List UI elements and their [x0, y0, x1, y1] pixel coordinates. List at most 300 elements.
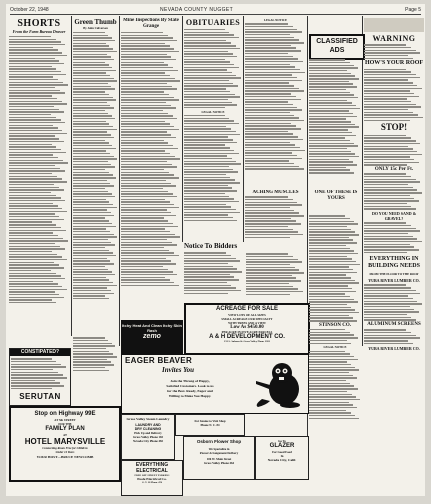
body-text-block — [364, 222, 424, 253]
text-line — [9, 71, 61, 72]
text-line — [245, 99, 301, 100]
text-line — [184, 104, 237, 105]
text-line — [184, 53, 233, 54]
text-line — [309, 361, 347, 362]
text-line — [9, 208, 62, 209]
text-line — [121, 169, 164, 170]
text-line — [9, 192, 51, 193]
text-line — [73, 266, 105, 267]
text-line — [309, 288, 352, 289]
text-line — [9, 273, 56, 274]
text-line — [364, 52, 420, 53]
text-line — [121, 94, 169, 95]
text-line — [73, 228, 106, 229]
text-line — [121, 156, 175, 157]
text-line — [309, 223, 358, 224]
legal-notice-heading: LEGAL NOTICE — [201, 109, 225, 114]
text-line — [73, 105, 110, 106]
text-line — [184, 67, 239, 68]
text-line — [246, 291, 303, 292]
text-line — [11, 361, 56, 362]
text-line — [309, 140, 350, 141]
text-line — [9, 141, 64, 142]
glazer-line1: Go To — [278, 439, 286, 443]
text-line — [184, 34, 234, 35]
issue-date: October 22, 1948 — [10, 7, 49, 13]
text-line — [309, 237, 349, 238]
text-line — [9, 230, 66, 231]
text-line — [309, 94, 354, 95]
text-line — [9, 154, 53, 155]
text-line — [309, 415, 355, 416]
text-line — [184, 293, 228, 294]
text-line — [364, 332, 411, 333]
text-line — [364, 236, 413, 237]
text-line — [309, 359, 358, 360]
classified-ads-title: CLASSIFIED ADS — [316, 38, 358, 54]
text-line — [364, 284, 406, 285]
text-line — [364, 306, 410, 307]
text-line — [364, 164, 407, 165]
text-line — [121, 72, 165, 73]
bidders-text — [246, 252, 306, 302]
text-line — [309, 92, 350, 93]
text-line — [245, 152, 292, 153]
text-line — [309, 132, 352, 133]
text-line — [73, 158, 117, 159]
hotel-line5: AT — [63, 433, 67, 437]
text-line — [309, 148, 347, 149]
text-line — [121, 199, 165, 200]
text-line — [246, 269, 299, 270]
laundry-ad — [121, 414, 175, 460]
classified-listings — [309, 58, 361, 188]
text-line — [9, 66, 52, 67]
text-line — [309, 113, 353, 114]
text-line — [73, 231, 110, 232]
text-line — [246, 261, 302, 262]
text-line — [364, 154, 422, 155]
text-line — [73, 359, 107, 360]
text-line — [309, 340, 347, 341]
text-line — [309, 248, 350, 249]
text-line — [184, 118, 229, 119]
text-line — [309, 412, 351, 413]
text-line — [309, 126, 359, 127]
text-line — [73, 156, 114, 157]
text-line — [184, 45, 236, 46]
text-line — [9, 49, 58, 50]
text-line — [9, 197, 61, 198]
text-line — [73, 129, 117, 130]
text-line — [184, 96, 240, 97]
text-line — [184, 83, 233, 84]
text-line — [121, 172, 169, 173]
electrical-parking: FREE OFF STREET PARKING — [134, 474, 170, 477]
text-line — [309, 380, 346, 381]
text-line — [364, 203, 407, 204]
zemo-brand: zemo — [143, 333, 161, 340]
stinson-name: STINSON CO. — [319, 322, 351, 328]
text-line — [245, 215, 304, 216]
text-line — [73, 164, 111, 165]
text-line — [309, 156, 359, 157]
eager-beaver-copy — [140, 379, 240, 399]
text-line — [245, 144, 295, 145]
text-line — [9, 119, 61, 120]
text-line — [309, 399, 360, 400]
body-text-block — [309, 329, 361, 344]
text-line — [9, 267, 64, 268]
text-line — [73, 196, 115, 197]
body-text-block — [9, 36, 69, 303]
text-line — [9, 127, 58, 128]
text-line — [309, 272, 357, 273]
text-line — [73, 212, 111, 213]
text-line — [246, 286, 293, 287]
text-line — [9, 84, 68, 85]
text-line — [364, 137, 411, 138]
text-line — [184, 155, 227, 156]
text-line — [9, 203, 53, 204]
osborn-city: Grass Valley Phone 464 — [203, 461, 235, 465]
text-line — [364, 176, 411, 177]
text-line — [309, 67, 358, 68]
text-line — [364, 159, 414, 160]
masthead — [10, 6, 421, 15]
text-line — [121, 62, 164, 63]
text-line — [309, 383, 350, 384]
text-line — [121, 191, 168, 192]
electrical-name: Poole Electrical Co. — [137, 477, 167, 481]
text-line — [73, 56, 111, 57]
text-line — [245, 64, 290, 65]
zemo-title: Itchy Heat And Clean Itchy Skin Rash — [122, 323, 182, 333]
text-line — [73, 348, 106, 349]
body-text-block — [184, 252, 244, 294]
text-line — [73, 131, 107, 132]
body-text-block — [184, 115, 242, 221]
text-line — [9, 283, 58, 284]
text-line — [73, 258, 107, 259]
text-line — [9, 205, 58, 206]
text-line — [184, 201, 239, 202]
text-line — [121, 70, 178, 71]
text-line — [309, 137, 345, 138]
text-line — [121, 263, 176, 264]
text-line — [73, 239, 108, 240]
text-line — [184, 204, 226, 205]
acreage-address: 152 S. Auburn St. Grass Valley Phone 1381 — [224, 340, 270, 343]
text-line — [309, 299, 354, 300]
text-line — [73, 242, 111, 243]
text-line — [309, 369, 359, 370]
text-line — [246, 259, 298, 260]
text-line — [9, 254, 57, 255]
text-line — [9, 122, 65, 123]
text-line — [121, 126, 174, 127]
text-line — [73, 140, 105, 141]
glazer-ad — [255, 436, 309, 480]
text-line — [184, 42, 231, 43]
text-line — [309, 105, 356, 106]
text-line — [309, 108, 360, 109]
text-line — [364, 151, 417, 152]
text-line — [73, 193, 112, 194]
text-line — [73, 340, 108, 341]
constipated-title: CONSTIPATED? — [10, 349, 70, 356]
text-line — [364, 112, 413, 113]
text-line — [364, 135, 406, 136]
text-line — [184, 190, 237, 191]
body-text-block — [309, 351, 361, 420]
text-line — [121, 115, 173, 116]
text-line — [309, 124, 355, 125]
text-line — [184, 147, 230, 148]
text-line — [184, 255, 231, 256]
text-line — [121, 75, 170, 76]
text-line — [246, 253, 288, 254]
text-line — [245, 166, 299, 167]
text-line — [9, 149, 61, 150]
text-line — [73, 337, 105, 338]
text-line — [11, 388, 52, 389]
text-line — [245, 72, 305, 73]
text-line — [73, 207, 117, 208]
text-line — [245, 210, 294, 211]
text-line — [73, 298, 109, 299]
obituaries-title: OBITUARIES — [185, 18, 241, 27]
serutan-brand: SERUTAN — [19, 391, 61, 401]
obituaries-column — [184, 18, 242, 240]
text-line — [184, 59, 225, 60]
text-line — [309, 118, 346, 119]
text-line — [364, 317, 411, 318]
text-line — [9, 221, 52, 222]
text-line — [9, 135, 55, 136]
hotel-line7: Under 12 Years — [55, 450, 75, 454]
text-line — [73, 86, 111, 87]
text-line — [364, 192, 422, 193]
hotel-line4: FAMILY PLAN — [45, 426, 85, 432]
text-line — [364, 117, 423, 118]
text-line — [309, 337, 358, 338]
text-line — [9, 291, 55, 292]
text-line — [121, 78, 175, 79]
text-line — [245, 53, 288, 54]
text-line — [121, 196, 177, 197]
text-line — [121, 215, 176, 216]
text-line — [73, 185, 114, 186]
text-line — [184, 198, 234, 199]
text-line — [364, 252, 407, 253]
legal-notices-right — [309, 214, 361, 454]
text-line — [121, 277, 165, 278]
legal-column — [245, 18, 306, 188]
text-line — [364, 98, 407, 99]
text-line — [9, 232, 53, 233]
text-line — [184, 268, 237, 269]
text-line — [9, 39, 56, 40]
text-line — [73, 277, 106, 278]
text-line — [73, 250, 109, 251]
text-line — [121, 236, 180, 237]
text-line — [364, 71, 411, 72]
text-line — [245, 196, 288, 197]
text-line — [9, 289, 67, 290]
text-line — [73, 166, 115, 167]
text-line — [245, 207, 290, 208]
text-line — [364, 50, 416, 51]
text-line — [9, 227, 61, 228]
text-line — [309, 169, 350, 170]
text-line — [245, 37, 294, 38]
text-line — [364, 77, 420, 78]
body-text-block — [309, 59, 361, 173]
text-line — [121, 228, 165, 229]
text-line — [73, 226, 116, 227]
text-line — [364, 329, 406, 330]
text-line — [9, 130, 62, 131]
text-line — [364, 195, 410, 196]
body-text-block — [364, 135, 424, 166]
text-line — [364, 90, 410, 91]
text-line — [245, 202, 297, 203]
text-line — [9, 146, 56, 147]
text-line — [245, 155, 297, 156]
text-line — [364, 148, 413, 149]
text-line — [364, 309, 414, 310]
text-line — [309, 261, 356, 262]
text-line — [309, 97, 358, 98]
text-line — [121, 231, 170, 232]
text-line — [121, 274, 177, 275]
glazer-line3: For Good Food — [272, 450, 292, 454]
text-line — [364, 184, 408, 185]
aching-muscles-ad — [245, 190, 306, 250]
text-line — [309, 266, 349, 267]
text-line — [364, 290, 416, 291]
text-line — [364, 249, 419, 250]
text-line — [73, 113, 108, 114]
text-line — [9, 302, 56, 303]
text-line — [309, 264, 360, 265]
text-line — [121, 142, 168, 143]
text-line — [184, 144, 225, 145]
text-line — [184, 196, 229, 197]
text-line — [245, 226, 288, 227]
hotel-line6: Connecting Room Free for Children — [42, 446, 88, 450]
text-line — [9, 138, 59, 139]
text-line — [121, 247, 164, 248]
text-line — [73, 126, 113, 127]
text-line — [245, 56, 293, 57]
mine-inspections-column — [121, 18, 181, 318]
eager-line2: Satisfied Customers. Look to us — [166, 384, 214, 388]
text-line — [245, 69, 300, 70]
text-line — [364, 200, 419, 201]
glazer-city: Nevada City, Calif. — [267, 458, 297, 462]
body-text-block — [184, 29, 242, 108]
text-line — [9, 200, 65, 201]
text-line — [9, 243, 55, 244]
text-line — [309, 172, 354, 173]
text-line — [184, 282, 227, 283]
text-line — [309, 245, 346, 246]
text-line — [73, 121, 106, 122]
text-line — [364, 120, 410, 121]
text-line — [9, 275, 61, 276]
text-line — [121, 140, 164, 141]
text-line — [364, 82, 413, 83]
warning-title: WARNING — [372, 34, 416, 43]
text-line — [9, 44, 65, 45]
text-line — [184, 182, 240, 183]
text-line — [73, 51, 117, 52]
text-line — [364, 238, 417, 239]
text-line — [121, 201, 170, 202]
osborn-line1: We Specialize in — [208, 447, 230, 451]
body-text-block — [364, 284, 424, 320]
text-line — [9, 162, 68, 163]
text-line — [309, 315, 349, 316]
text-line — [364, 179, 416, 180]
text-line — [11, 364, 61, 365]
text-line — [245, 42, 304, 43]
text-line — [73, 209, 107, 210]
stop-title: STOP! — [380, 122, 408, 133]
text-line — [245, 107, 297, 108]
text-line — [309, 167, 346, 168]
text-line — [309, 351, 345, 352]
body-text-block — [364, 69, 424, 121]
hotel-marysville-ad — [9, 406, 121, 482]
text-line — [9, 240, 68, 241]
text-line — [73, 199, 106, 200]
text-line — [364, 343, 413, 344]
text-line — [121, 193, 173, 194]
text-line — [73, 274, 115, 275]
text-line — [73, 88, 115, 89]
text-line — [11, 382, 60, 383]
text-line — [309, 332, 350, 333]
text-line — [245, 85, 294, 86]
text-line — [121, 64, 168, 65]
text-line — [9, 41, 61, 42]
text-line — [184, 193, 225, 194]
text-line — [9, 106, 54, 107]
body-text-block — [309, 215, 361, 321]
hotel-host: YOUR HOST—BRUCE NEWCOMB — [36, 455, 94, 459]
text-line — [121, 266, 163, 267]
text-line — [9, 52, 62, 53]
text-line — [121, 59, 176, 60]
text-line — [309, 391, 347, 392]
text-line — [184, 212, 240, 213]
text-line — [73, 201, 109, 202]
text-line — [184, 61, 230, 62]
text-line — [245, 109, 302, 110]
text-line — [9, 111, 64, 112]
body-text-block — [364, 173, 424, 209]
text-line — [73, 40, 115, 41]
one-of-these-ad — [310, 190, 362, 210]
text-line — [364, 187, 413, 188]
text-line — [184, 163, 241, 164]
text-line — [309, 121, 351, 122]
classified-ads-banner — [309, 34, 365, 60]
text-line — [309, 343, 351, 344]
